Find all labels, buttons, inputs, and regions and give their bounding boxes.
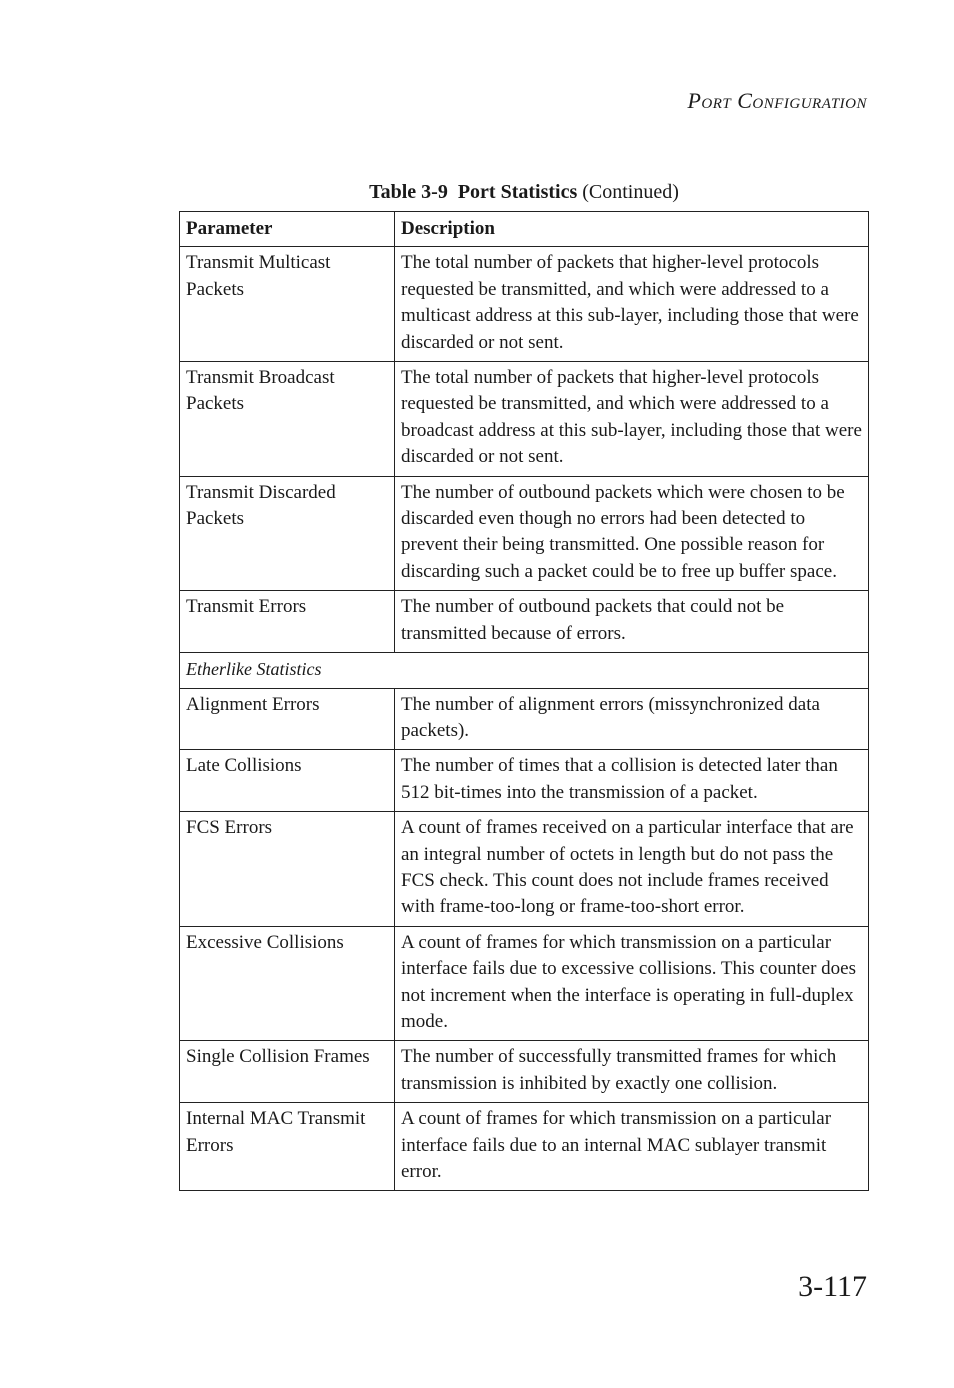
table-row [180,750,869,812]
section-row [180,653,869,688]
description-cell: The number of outbound packets that could not be transmitted because of errors. [395,591,869,653]
section-heading: Etherlike Statistics [180,653,869,688]
table-caption [180,179,868,205]
table-row [180,247,869,362]
parameter-cell: FCS Errors [180,812,395,927]
parameter-cell: Transmit Broadcast Packets [180,362,395,477]
description-cell: The number of alignment errors (missynchronized data packets). [395,688,869,750]
running-header: Port Configuration [687,88,867,113]
column-header-description: Description [395,212,869,247]
table-row [180,591,869,653]
table-caption-suffix: (Continued) [582,181,679,203]
parameter-cell: Late Collisions [180,750,395,812]
parameter-cell: Transmit Errors [180,591,395,653]
parameter-cell: Transmit Discarded Packets [180,476,395,591]
description-cell: A count of frames for which transmission on a particular interface fails due to excessive collisions. This counter does not increment when the interface is operating in full-duplex mode. [395,926,869,1041]
table-row [180,812,869,927]
parameter-cell: Single Collision Frames [180,1041,395,1103]
parameter-cell: Excessive Collisions [180,926,395,1041]
table-row [180,362,869,477]
column-header-parameter: Parameter [180,212,395,247]
table-caption-label: Table 3-9 [369,181,448,203]
table-row [180,1041,869,1103]
description-cell: The total number of packets that higher-level protocols requested be transmitted, and which were addressed to a broadcast address at this sub-layer, including those that were discarded or not sent. [395,362,869,477]
description-cell: The number of outbound packets which were chosen to be discarded even though no errors had been detected to prevent their being transmitted. One possible reason for discarding such a packet could be to free up buffer space. [395,476,869,591]
description-cell: A count of frames received on a particular interface that are an integral number of octets in length but do not pass the FCS check. This count does not include frames received with frame-too-long or frame-too-short error. [395,812,869,927]
port-statistics-table [179,211,868,1191]
table-caption-title: Port Statistics [457,181,578,203]
description-cell: A count of frames for which transmission on a particular interface fails due to an internal MAC sublayer transmit error. [395,1103,869,1191]
table-row [180,926,869,1041]
table-row [180,476,869,591]
description-cell: The number of times that a collision is detected later than 512 bit-times into the transmission of a packet. [395,750,869,812]
page-number: 3-117 [798,1270,867,1303]
table-row [180,1103,869,1191]
parameter-cell: Alignment Errors [180,688,395,750]
parameter-cell: Transmit Multicast Packets [180,247,395,362]
description-cell: The number of successfully transmitted frames for which transmission is inhibited by exactly one collision. [395,1041,869,1103]
description-cell: The total number of packets that higher-level protocols requested be transmitted, and which were addressed to a multicast address at this sub-layer, including those that were discarded or not sent. [395,247,869,362]
table-header-row [180,212,869,247]
parameter-cell: Internal MAC Transmit Errors [180,1103,395,1191]
table-row [180,688,869,750]
